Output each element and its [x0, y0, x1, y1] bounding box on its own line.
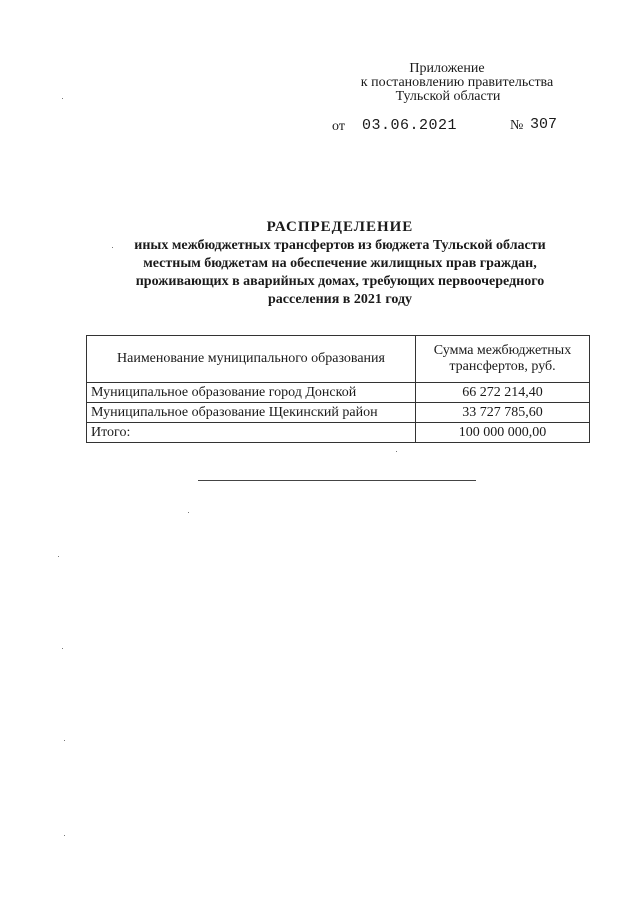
header-amount-line-1: Сумма межбюджетных — [433, 343, 572, 358]
total-amount: 100 000 000,00 — [416, 423, 590, 443]
row-municipality: Муниципальное образование Щекинский район — [87, 403, 416, 423]
header-amount-line-2: трансфертов, руб. — [449, 359, 556, 374]
scan-speck — [64, 835, 65, 836]
table-total-row — [87, 423, 590, 443]
scan-speck — [188, 512, 189, 513]
subtitle-line-1: иных межбюджетных трансфертов из бюджета Тульской области — [134, 238, 546, 253]
distribution-table — [86, 335, 590, 443]
title-main: РАСПРЕДЕЛЕНИЕ — [266, 219, 414, 235]
title-subtitle — [60, 237, 620, 309]
subtitle-line-3: проживающих в аварийных домах, требующих первоочередного — [135, 274, 545, 289]
scan-speck — [62, 648, 63, 649]
scan-speck — [396, 451, 397, 452]
subtitle-line-2: местным бюджетам на обеспечение жилищных прав граждан, — [143, 256, 537, 271]
scan-speck — [64, 740, 65, 741]
annex-line-2: к постановлению правительства — [360, 75, 554, 90]
row-amount: 66 272 214,40 — [416, 383, 590, 403]
scan-speck — [62, 98, 63, 99]
table-row — [87, 403, 590, 423]
decree-from-label: от — [332, 119, 345, 134]
header-amount — [416, 336, 590, 383]
table-row — [87, 383, 590, 403]
header-municipality: Наименование муниципального образования — [87, 336, 416, 383]
table-header-row — [87, 336, 590, 383]
annex-line-1: Приложение — [409, 61, 485, 76]
row-amount: 33 727 785,60 — [416, 403, 590, 423]
scan-speck — [112, 247, 113, 248]
annex-line-3: Тульской области — [395, 89, 501, 104]
document-title — [60, 219, 620, 309]
scan-speck — [58, 556, 59, 557]
decree-number-label: № — [510, 118, 524, 133]
subtitle-line-4: расселения в 2021 году — [267, 292, 413, 307]
row-municipality: Муниципальное образование город Донской — [87, 383, 416, 403]
decree-date: 03.06.2021 — [362, 117, 458, 134]
decree-number: 307 — [530, 116, 558, 133]
annex-block — [300, 62, 600, 104]
total-label: Итого: — [87, 423, 416, 443]
separator-line — [198, 480, 476, 481]
